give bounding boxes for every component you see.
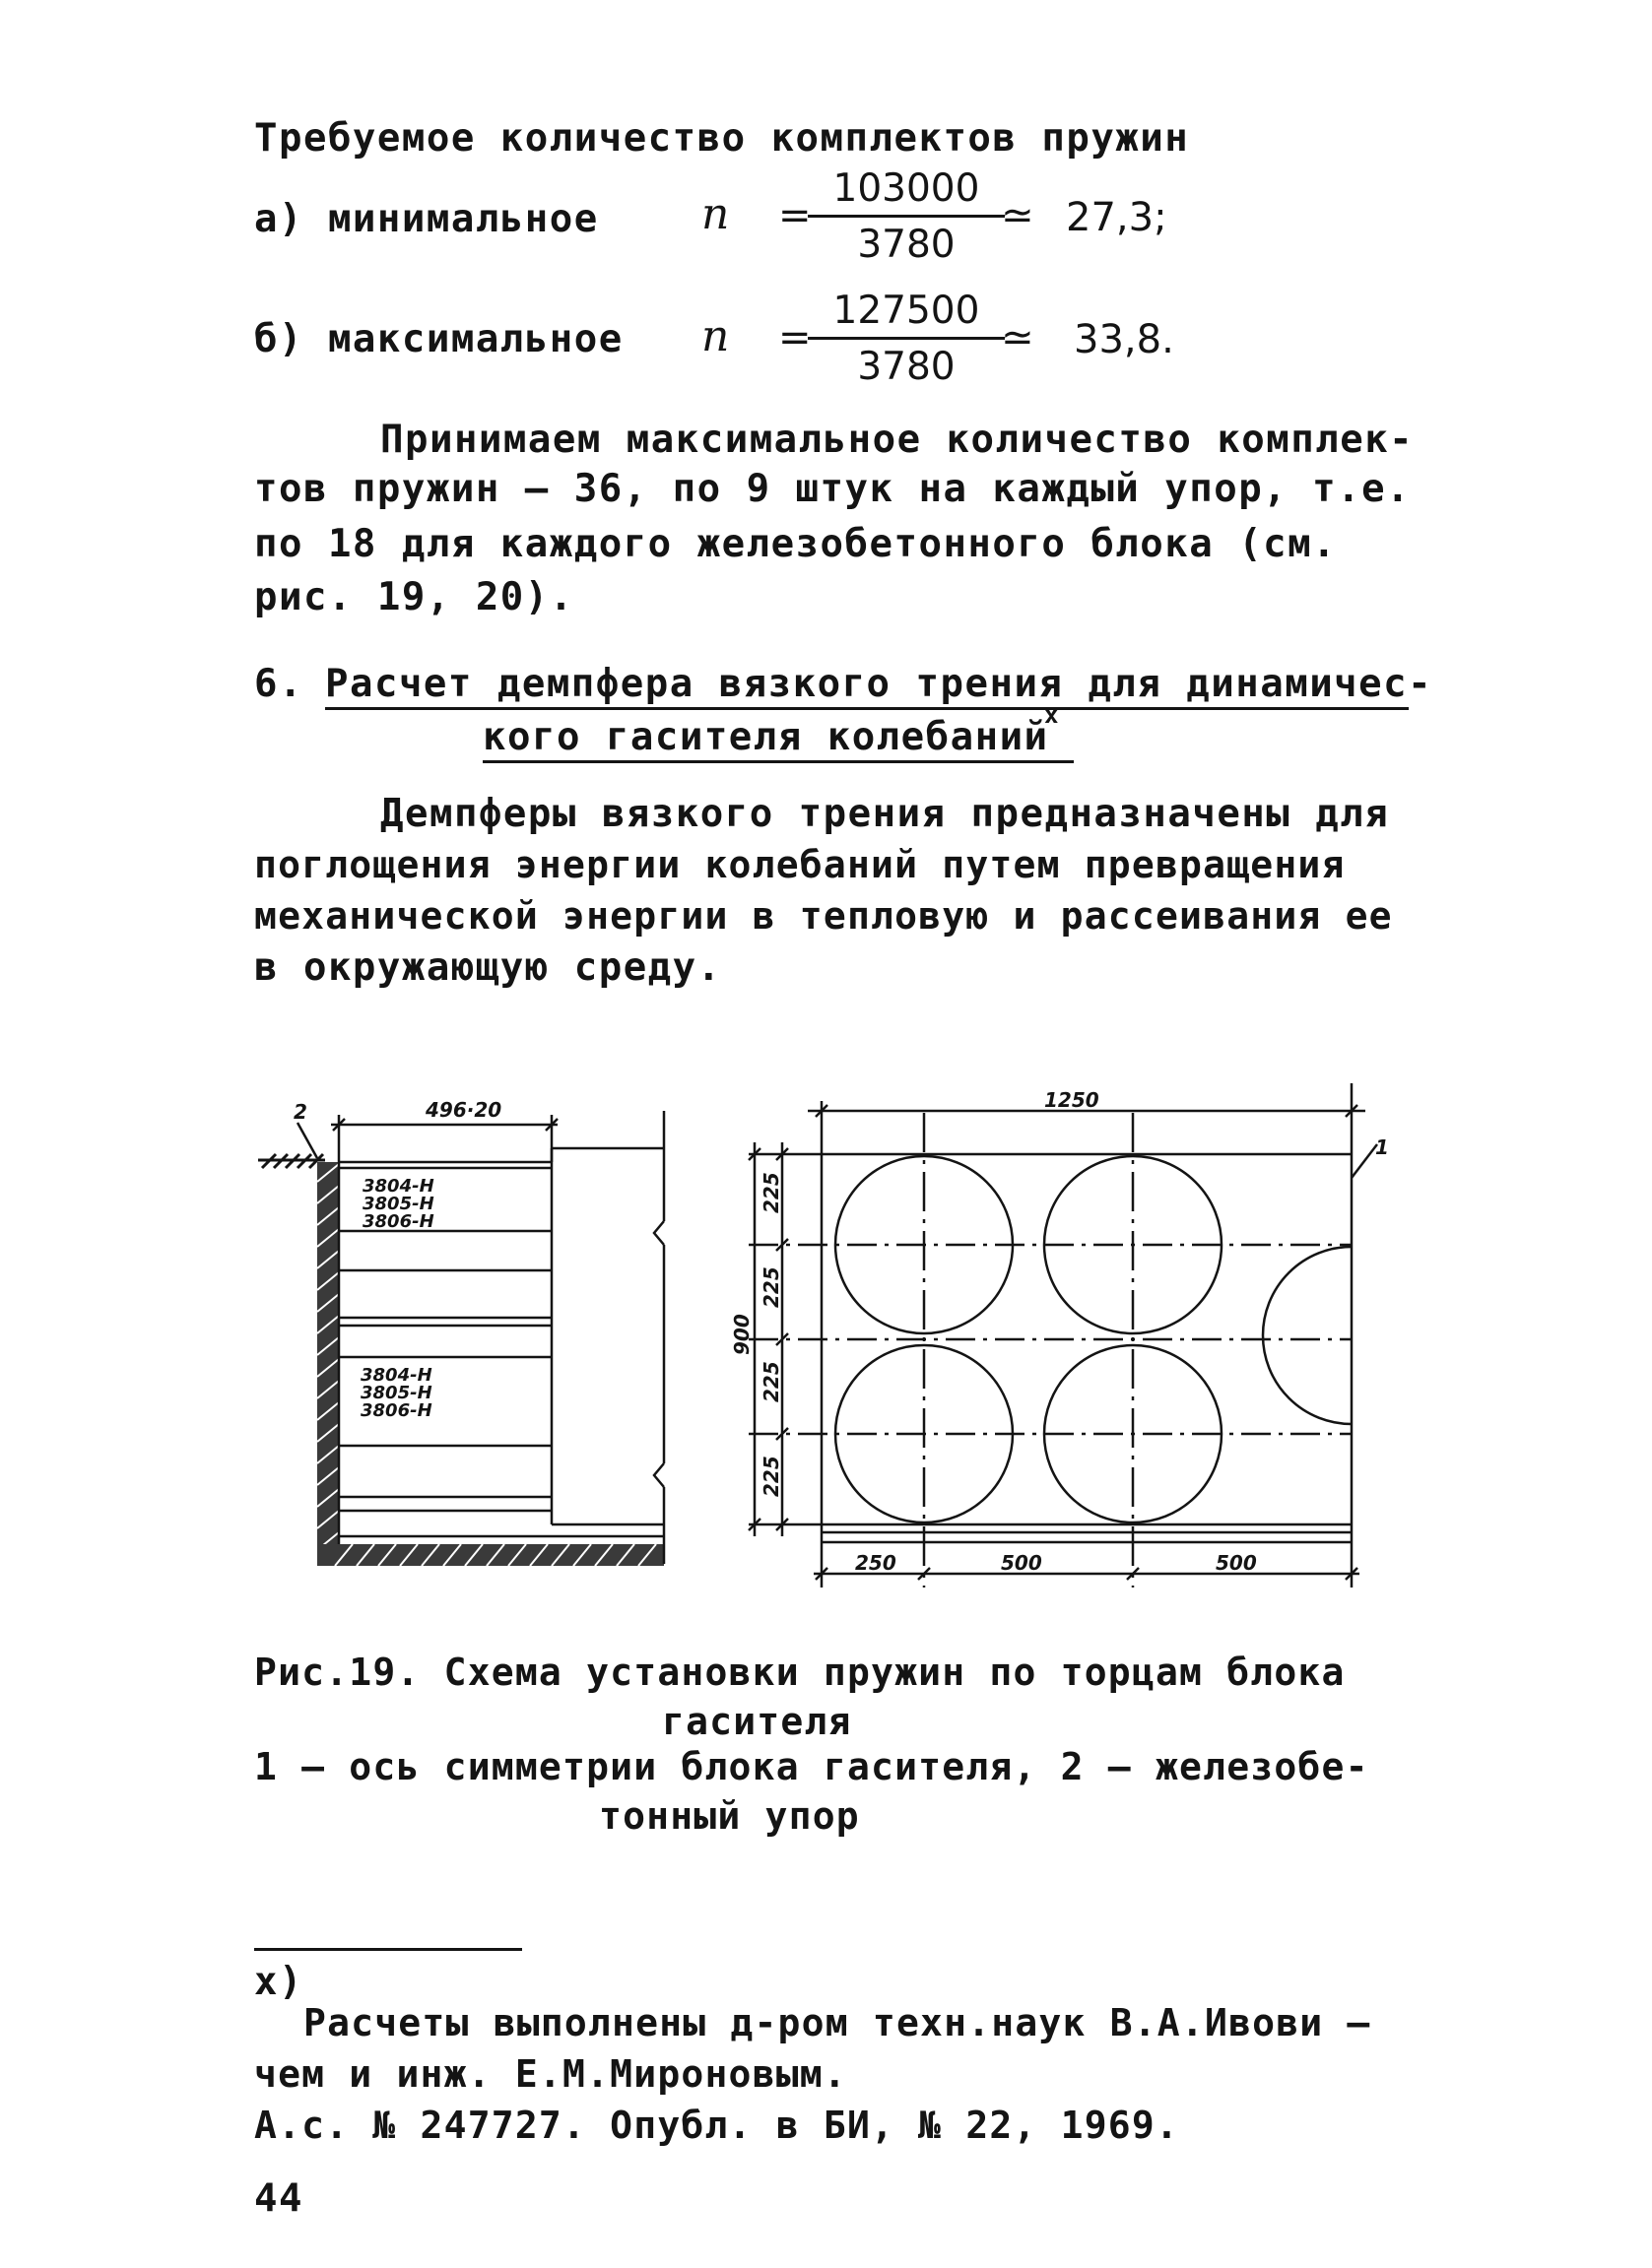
col-dim-label-2: 500: [1001, 1551, 1042, 1575]
formula-max-result: 33,8.: [1074, 317, 1174, 362]
right-dim-top-label: 1250: [1044, 1088, 1099, 1112]
section6-para-line1: Демпферы вязкого трения предназначены для: [380, 792, 1390, 836]
figure-caption-line1: Рис.19. Схема установки пружин по торцам блока: [254, 1651, 1346, 1694]
paragraph1-line2: тов пружин – 36, по 9 штук на каждый упор, т.е.: [254, 467, 1412, 511]
formula-min-result: 27,3;: [1066, 195, 1167, 240]
requirement-heading: Требуемое количество комплектов пружин: [254, 116, 1190, 161]
paragraph1-line4: рис. 19, 20).: [254, 575, 574, 619]
right-callout-1: 1: [1375, 1135, 1389, 1159]
figure-caption-line2: гасителя: [662, 1700, 852, 1743]
spring-label-g1-3: 3806-Н: [363, 1211, 434, 1232]
spring-label-g2-1: 3804-Н: [361, 1365, 432, 1386]
figure-caption-line3: 1 – ось симметрии блока гасителя, 2 – железобе-: [254, 1745, 1369, 1788]
footnote-line3: А.с. № 247727. Опубл. в БИ, № 22, 1969.: [254, 2104, 1180, 2147]
section6-title-line1: Расчет демпфера вязкого трения для динамичес-: [325, 662, 1433, 706]
left-dim-top-label: 496·20: [426, 1098, 502, 1122]
formula-max-label: б) максимальное: [254, 317, 624, 361]
spring-label-g1-1: 3804-Н: [363, 1176, 434, 1197]
formula-min-approx: ≃: [1001, 193, 1034, 238]
spring-label-g2-3: 3806-Н: [361, 1400, 432, 1421]
spring-label-g1-2: 3805-Н: [363, 1194, 434, 1214]
section6-para-line3: механической энергии в тепловую и рассеивания ее: [254, 894, 1393, 938]
paragraph1-line3: по 18 для каждого железобетонного блока (см.: [254, 522, 1338, 566]
formula-min-denominator: 3780: [857, 223, 956, 267]
formula-min-equals: =: [778, 193, 812, 238]
col-dim-label-3: 500: [1216, 1551, 1257, 1575]
formula-min-numerator: 103000: [832, 166, 980, 211]
row-dim-label-2: 225: [760, 1266, 783, 1308]
row-dim-label-1: 225: [760, 1172, 783, 1213]
formula-max-equals: =: [778, 315, 812, 360]
page-number: 44: [254, 2176, 303, 2221]
section6-number: 6.: [254, 662, 303, 706]
row-dim-label-4: 225: [760, 1456, 783, 1497]
left-callout-2: 2: [294, 1100, 307, 1124]
footnote-mark: x): [254, 1960, 303, 2004]
section6-para-line4: в окружающую среду.: [254, 945, 722, 990]
floor-slab: [317, 1544, 664, 1566]
footnote-line1: Расчеты выполнены д-ром техн.наук В.А.Ивови –: [303, 2001, 1371, 2044]
dim-height-label: 900: [730, 1314, 754, 1355]
figure-caption-line4: тонный упор: [599, 1794, 860, 1838]
paragraph1-line1: Принимаем максимальное количество комплек-: [380, 418, 1415, 462]
section6-title-line2: кого гасителя колебаний: [483, 715, 1049, 759]
spring-label-g2-2: 3805-Н: [361, 1383, 432, 1403]
formula-max-approx: ≃: [1001, 315, 1034, 360]
col-dim-label-1: 250: [855, 1551, 896, 1575]
footnote-rule: [254, 1948, 522, 1951]
formula-max-numerator: 127500: [832, 289, 980, 333]
footnote-line2: чем и инж. Е.М.Мироновым.: [254, 2052, 847, 2096]
section6-para-line2: поглощения энергии колебаний путем превращения: [254, 843, 1346, 886]
formula-max-denominator: 3780: [857, 345, 956, 389]
formula-min-label: а) минимальное: [254, 197, 599, 241]
formula-min-symbol: n: [701, 189, 730, 239]
section6-footnote-mark: x: [1044, 701, 1059, 729]
formula-max-symbol: n: [701, 311, 730, 361]
row-dim-label-3: 225: [760, 1361, 783, 1402]
